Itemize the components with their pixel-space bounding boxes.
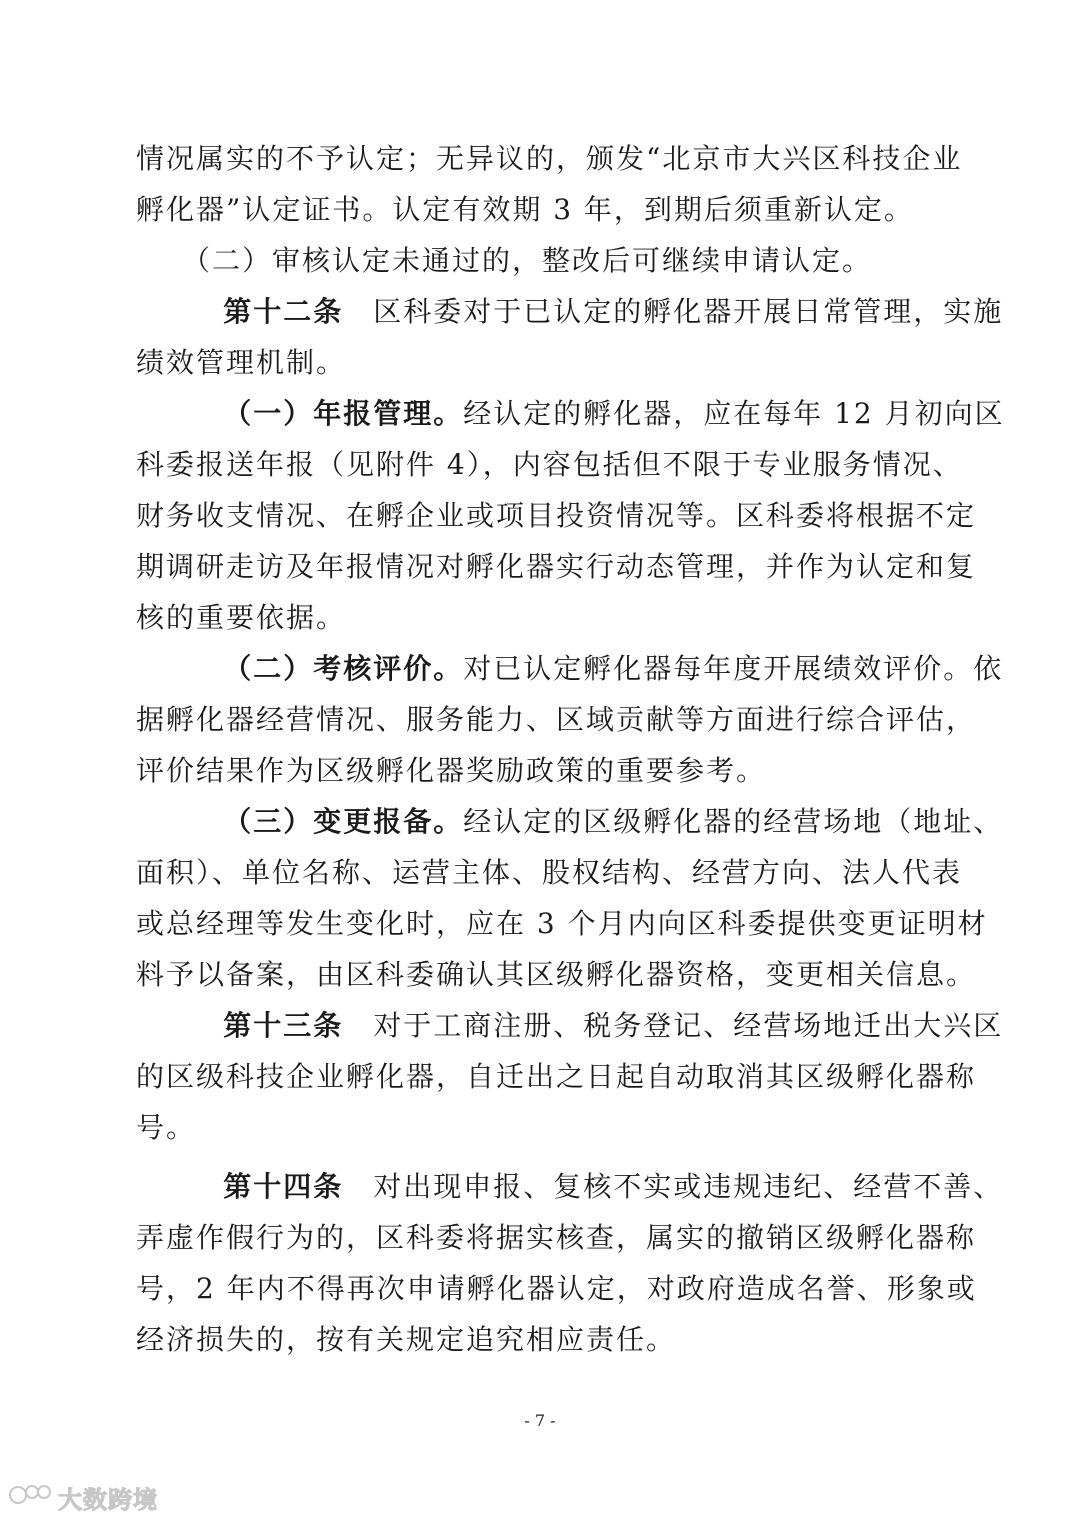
paragraph <box>136 235 936 286</box>
brand-logo-icon <box>8 1480 52 1515</box>
text-span: 对出现申报、复核不实或违规违纪、经营不善、 <box>343 1170 1004 1203</box>
text-span: 对于工商注册、税务登记、经营场地迁出大兴区 <box>343 1009 1004 1042</box>
text-line: 孵化器”认定证书。认定有效期 3 年，到期后须重新认定。 <box>136 193 914 226</box>
text-span: 对已认定孵化器每年度开展绩效评价。依 <box>463 652 1004 685</box>
text-line: 财务收支情况、在孵企业或项目投资情况等。区科委将根据不定 <box>136 499 977 532</box>
text-span: 经认定的孵化器，应在每年 12 月初向区 <box>463 397 1005 430</box>
clause-heading: （三）变更报备。 <box>223 805 464 838</box>
text-line: 期调研走访及年报情况对孵化器实行动态管理，并作为认定和复 <box>136 550 977 583</box>
clause-heading: （二）考核评价。 <box>223 652 464 685</box>
text-line: 情况属实的不予认定；无异议的，颁发“北京市大兴区科技企业 <box>136 142 963 175</box>
text-line: 科委报送年报（见附件 4），内容包括但不限于专业服务情况、 <box>136 448 963 481</box>
text-span: 区科委对于已认定的孵化器开展日常管理，实施 <box>343 295 1004 328</box>
text-line: 经济损失的，按有关规定追究相应责任。 <box>136 1323 677 1356</box>
text-line <box>136 286 1004 337</box>
text-line: 面积）、单位名称、运营主体、股权结构、经营方向、法人代表 <box>136 856 963 889</box>
text-line: 弄虚作假行为的，区科委将据实核查，属实的撤销区级孵化器称 <box>136 1221 977 1254</box>
watermark-text: 大数跨境 <box>58 1486 158 1514</box>
text-line <box>136 1000 1004 1051</box>
watermark <box>8 1480 158 1515</box>
clause-paragraph <box>136 643 1004 796</box>
text-line: 号。 <box>136 1111 197 1144</box>
text-line: 核的重要依据。 <box>136 601 347 634</box>
text-line: 的区级科技企业孵化器，自迁出之日起自动取消其区级孵化器称 <box>136 1060 977 1093</box>
text-line <box>136 1161 1004 1212</box>
clause-paragraph <box>136 388 1005 643</box>
paragraph <box>136 133 963 235</box>
text-line: 料予以备案，由区科委确认其区级孵化器资格，变更相关信息。 <box>136 958 977 991</box>
article-paragraph <box>136 1000 1004 1153</box>
article-paragraph <box>136 1161 1004 1365</box>
text-line: 或总经理等发生变化时，应在 3 个月内向区科委提供变更证明材 <box>136 907 988 940</box>
article-heading: 第十四条 <box>223 1170 344 1203</box>
text-line <box>136 796 1004 847</box>
page-number: - 7 - <box>524 1411 556 1430</box>
article-paragraph <box>136 286 1004 388</box>
text-span: 经认定的区级孵化器的经营场地（地址、 <box>463 805 1004 838</box>
text-line: 绩效管理机制。 <box>136 346 347 379</box>
text-line: 评价结果作为区级孵化器奖励政策的重要参考。 <box>136 754 767 787</box>
article-heading: 第十三条 <box>223 1009 344 1042</box>
text-line: （二）审核认定未通过的，整改后可继续申请认定。 <box>136 244 873 277</box>
text-line <box>136 388 1005 439</box>
text-line <box>136 643 1004 694</box>
text-line: 据孵化器经营情况、服务能力、区域贡献等方面进行综合评估， <box>136 703 977 736</box>
article-heading: 第十二条 <box>223 295 344 328</box>
clause-heading: （一）年报管理。 <box>223 397 464 430</box>
text-line: 号，2 年内不得再次申请孵化器认定，对政府造成名誉、形象或 <box>136 1272 977 1305</box>
document-body <box>136 133 1005 1365</box>
clause-paragraph <box>136 796 1004 1000</box>
